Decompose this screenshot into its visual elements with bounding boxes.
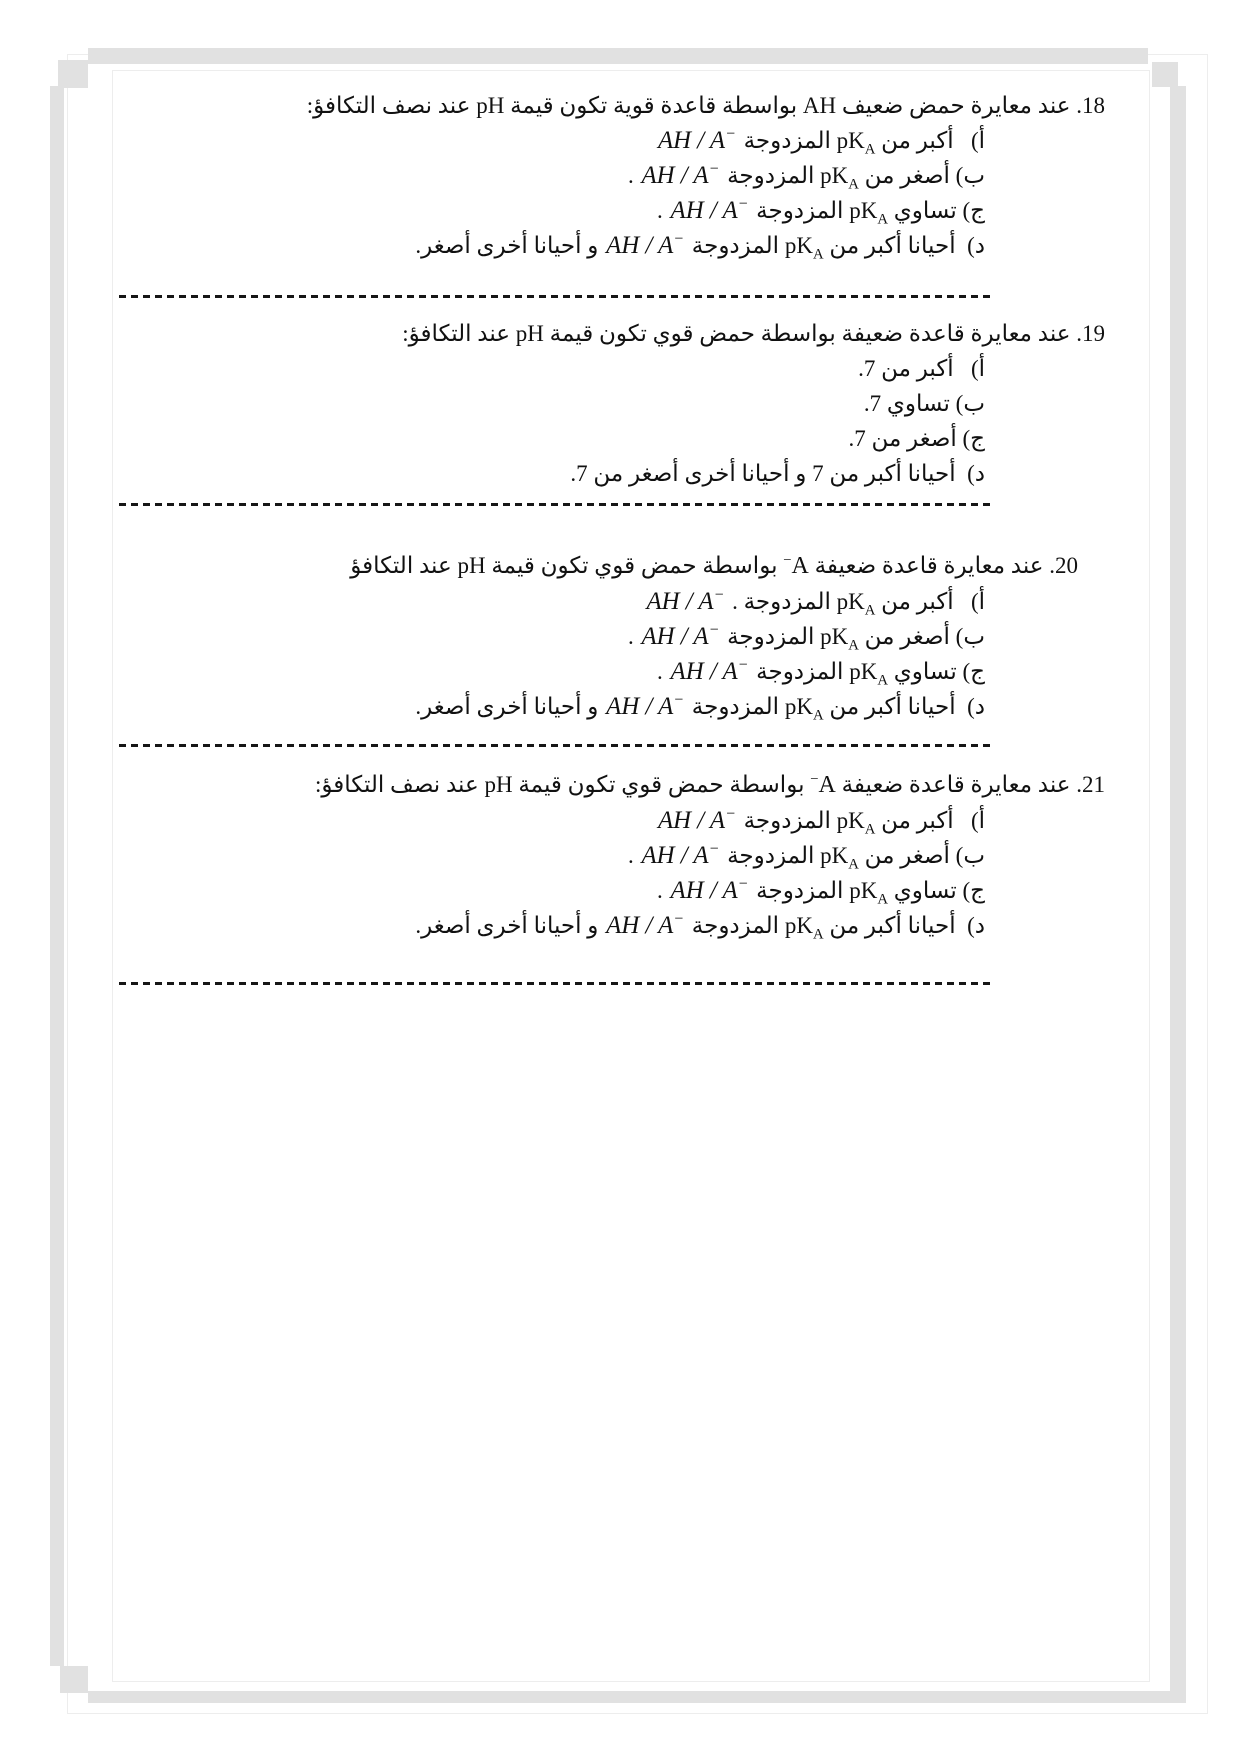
q18-option-b-seg-3: AH / A−: [641, 160, 720, 189]
q20-option-b-seg-1: $pK_A$: [820, 624, 859, 654]
page-border-corner-bl: [60, 1666, 88, 1693]
q21-option-b-seg-1: $pK_A$: [820, 843, 859, 873]
q19-option-a: [115, 351, 985, 386]
q21-title: [115, 767, 1105, 803]
document-page: [115, 88, 1148, 985]
q21-option-b: [115, 838, 985, 873]
q20-option-d-seg-4: و أحيانا أخرى أصغر.: [415, 694, 605, 719]
q18-option-c-seg-3: AH / A−: [670, 195, 749, 224]
q20-option-b-seg-2: المزدوجة: [721, 624, 821, 649]
q21-option-a-seg-1: $pK_A$: [836, 808, 876, 838]
page-border-right: [1170, 86, 1186, 1692]
q18-title-seg-3: pH: [476, 93, 505, 118]
q20-option-a-seg-2: المزدوجة .: [726, 589, 837, 614]
q19-option-a-seg-0: أ) أكبر من 7.: [858, 356, 985, 381]
q21-option-d-seg-3: AH / A−: [606, 910, 685, 939]
q18-title: [115, 88, 1105, 123]
q20-title-seg-4: pH: [457, 553, 486, 578]
q21-option-d-seg-2: المزدوجة: [686, 913, 785, 938]
q21-option-d-seg-1: $pK_A$: [784, 913, 824, 943]
q21-option-c-seg-3: AH / A−: [670, 875, 749, 904]
page-border-bottom: [88, 1691, 1186, 1703]
q21-option-d-seg-4: و أحيانا أخرى أصغر.: [415, 913, 605, 938]
q21-option-c: [115, 873, 985, 908]
q20-title: [115, 548, 1078, 584]
divider-after-q19: [115, 503, 990, 506]
page-border-corner-tr: [1152, 62, 1178, 87]
q20-option-b: [115, 619, 985, 654]
question-block-q21: [115, 767, 1148, 943]
q18-option-b-seg-0: ب) أصغر من: [858, 163, 985, 188]
page-border-top: [88, 48, 1148, 64]
q18-option-c-seg-2: المزدوجة: [750, 198, 850, 223]
q18-option-d-seg-2: المزدوجة: [686, 233, 785, 258]
q20-option-d-seg-0: د) أحيانا أكبر من: [823, 694, 985, 719]
q19-title-seg-0: 19. عند معايرة قاعدة ضعيفة بواسطة حمض قوي تكون قيمة: [543, 321, 1105, 346]
q21-title-seg-3: بواسطة حمض قوي تكون قيمة: [512, 772, 811, 797]
q19-title-seg-1: pH: [515, 321, 544, 346]
question-block-q20: [115, 548, 1148, 724]
q20-option-c-seg-2: المزدوجة: [750, 659, 850, 684]
q20-option-c-seg-4: .: [657, 659, 669, 684]
q20-title-seg-0: 20. عند معايرة قاعدة ضعيفة: [808, 553, 1078, 578]
q19-title: [115, 316, 1105, 351]
divider-after-q20: [115, 744, 990, 747]
q20-option-b-seg-4: .: [627, 624, 640, 649]
q20-option-c: [115, 654, 985, 689]
divider-after-q18: [115, 295, 990, 298]
q18-option-c: [115, 193, 985, 228]
q20-option-c-seg-3: AH / A−: [670, 656, 749, 685]
q19-option-d: [115, 456, 985, 491]
q18-option-c-seg-1: $pK_A$: [849, 198, 888, 228]
q20-option-a-seg-3: AH / A−: [646, 586, 725, 615]
q21-title-seg-4: pH: [484, 772, 513, 797]
q20-title-seg-1: A: [791, 553, 809, 579]
q21-option-c-seg-0: ج) تساوي: [887, 878, 985, 903]
q21-option-c-seg-1: $pK_A$: [849, 878, 888, 908]
q19-option-d-seg-0: د) أحيانا أكبر من 7 و أحيانا أخرى أصغر من 7.: [570, 461, 985, 486]
q21-title-seg-1: A: [818, 772, 836, 798]
q18-option-c-seg-4: .: [657, 198, 669, 223]
q20-option-d-seg-2: المزدوجة: [686, 694, 785, 719]
q21-option-b-seg-4: .: [627, 843, 640, 868]
q19-option-c-seg-0: ج) أصغر من 7.: [848, 426, 985, 451]
q18-option-d-seg-0: د) أحيانا أكبر من: [823, 233, 985, 258]
q19-option-c: [115, 421, 985, 456]
q21-option-d-seg-0: د) أحيانا أكبر من: [823, 913, 985, 938]
q21-option-b-seg-3: AH / A−: [641, 840, 720, 869]
page-border-corner-tl: [58, 60, 88, 88]
q21-option-a: [115, 803, 985, 838]
q18-option-d-seg-3: AH / A−: [606, 230, 685, 259]
q21-title-seg-2: −: [810, 771, 819, 788]
q20-option-a-seg-0: أ) أكبر من: [875, 589, 985, 614]
q18-option-b-seg-4: .: [627, 163, 640, 188]
q18-title-seg-0: 18. عند معايرة حمض ضعيف: [836, 93, 1105, 118]
q21-option-d: [115, 908, 985, 943]
question-block-q19: [115, 316, 1148, 491]
q20-option-d-seg-1: $pK_A$: [784, 694, 824, 724]
q18-option-c-seg-0: ج) تساوي: [887, 198, 985, 223]
q18-option-a-seg-2: المزدوجة: [737, 128, 837, 153]
q21-option-c-seg-2: المزدوجة: [750, 878, 850, 903]
q21-option-c-seg-4: .: [657, 878, 669, 903]
q18-option-a-seg-1: $pK_A$: [836, 128, 876, 158]
q18-option-b-seg-2: المزدوجة: [721, 163, 821, 188]
q21-option-b-seg-2: المزدوجة: [721, 843, 821, 868]
q20-option-b-seg-0: ب) أصغر من: [858, 624, 985, 649]
q19-option-b-seg-0: ب) تساوي 7.: [863, 391, 985, 416]
q19-title-seg-2: عند التكافؤ:: [402, 321, 516, 346]
q21-option-a-seg-2: المزدوجة: [737, 808, 837, 833]
q19-option-b: [115, 386, 985, 421]
q20-title-seg-2: −: [783, 552, 792, 569]
question-block-q18: [115, 88, 1148, 263]
q18-option-d-seg-1: $pK_A$: [784, 233, 824, 263]
q18-option-a-seg-0: أ) أكبر من: [875, 128, 985, 153]
q20-title-seg-3: بواسطة حمض قوي تكون قيمة: [485, 553, 784, 578]
q21-option-a-seg-0: أ) أكبر من: [875, 808, 985, 833]
q21-option-b-seg-0: ب) أصغر من: [858, 843, 985, 868]
q18-title-seg-2: بواسطة قاعدة قوية تكون قيمة: [504, 93, 803, 118]
q18-title-seg-1: AH: [802, 93, 837, 118]
q20-option-d-seg-3: AH / A−: [606, 691, 685, 720]
q20-option-a-seg-1: $pK_A$: [836, 589, 876, 619]
q20-option-c-seg-1: $pK_A$: [849, 659, 888, 689]
q18-option-b: [115, 158, 985, 193]
q18-option-a-seg-3: AH / A−: [657, 125, 736, 154]
q20-option-a: [115, 584, 985, 619]
q20-title-seg-5: عند التكافؤ: [350, 553, 458, 578]
q21-title-seg-5: عند نصف التكافؤ:: [314, 772, 485, 797]
page-border-left: [50, 86, 64, 1666]
q21-option-a-seg-3: AH / A−: [657, 805, 736, 834]
q18-title-seg-4: عند نصف التكافؤ:: [306, 93, 477, 118]
q18-option-a: [115, 123, 985, 158]
q20-option-d: [115, 689, 985, 724]
q20-option-b-seg-3: AH / A−: [641, 621, 720, 650]
q20-option-c-seg-0: ج) تساوي: [887, 659, 985, 684]
q18-option-b-seg-1: $pK_A$: [820, 163, 859, 193]
q18-option-d: [115, 228, 985, 263]
q18-option-d-seg-4: و أحيانا أخرى أصغر.: [415, 233, 605, 258]
divider-after-q21: [115, 982, 990, 985]
q21-title-seg-0: 21. عند معايرة قاعدة ضعيفة: [835, 772, 1105, 797]
